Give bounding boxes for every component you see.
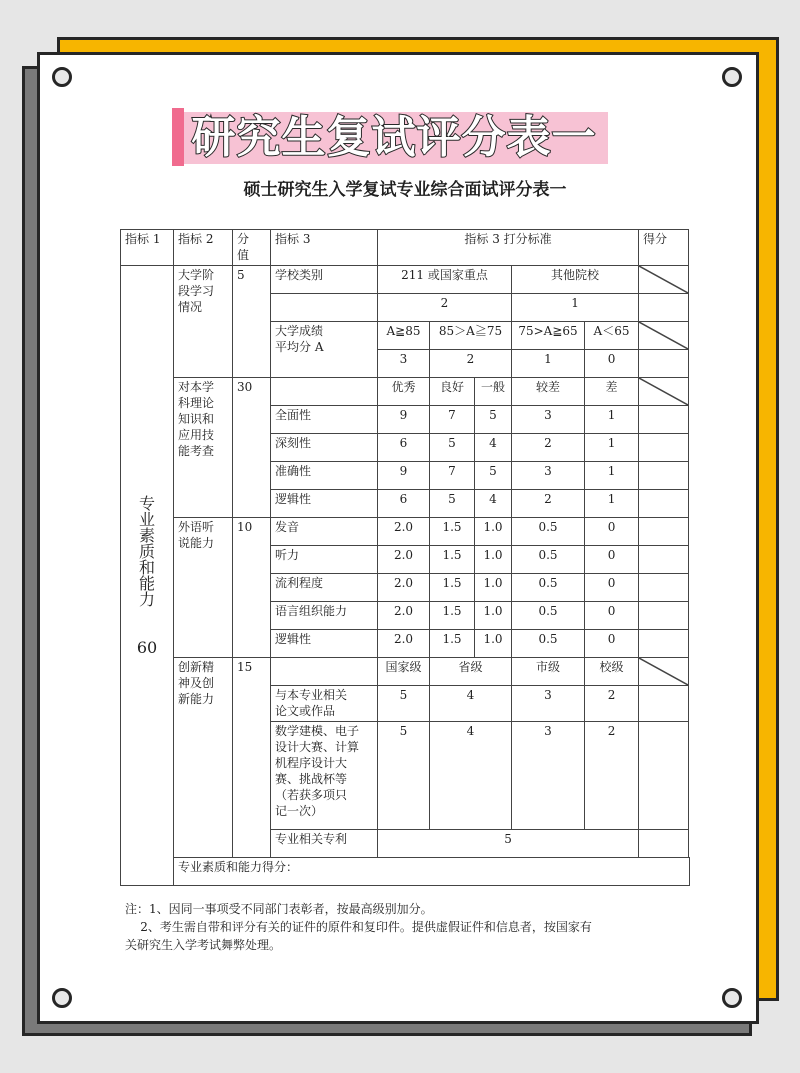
- criterion-value: 7: [430, 406, 475, 434]
- criterion-value: 1.5: [430, 546, 475, 574]
- criterion-value: 4: [475, 434, 512, 462]
- category-cell: [121, 266, 174, 886]
- score-cell-diagonal: [639, 378, 689, 406]
- gpa-range: 85＞A≧75: [430, 322, 512, 350]
- criterion-value: 9: [378, 406, 430, 434]
- level-label: 国家级: [378, 658, 430, 686]
- gpa-range: A≧85: [378, 322, 430, 350]
- empty-cell: [271, 294, 378, 322]
- total-row: [121, 858, 690, 886]
- criterion-value: 5: [430, 434, 475, 462]
- sec1-points: 5: [233, 266, 271, 378]
- category-char: 力: [138, 589, 155, 609]
- level-label: 市级: [512, 658, 585, 686]
- empty-cell: [271, 658, 378, 686]
- sec3-row: [121, 518, 690, 546]
- criterion-label: 专业相关专利: [271, 830, 378, 858]
- level-label: 校级: [585, 658, 639, 686]
- score-cell: [639, 518, 689, 546]
- score-cell: [639, 722, 689, 830]
- score-cell: [639, 490, 689, 518]
- criterion-value: 2: [512, 490, 585, 518]
- sec2-points: 30: [233, 378, 271, 518]
- criterion-value: 4: [430, 686, 512, 722]
- criterion-label: 逻辑性: [271, 490, 378, 518]
- score-cell: [639, 434, 689, 462]
- sec2-name: 对本学 科理论 知识和 应用技 能考查: [174, 378, 233, 518]
- criterion-value: 0.5: [512, 602, 585, 630]
- criterion-label: 准确性: [271, 462, 378, 490]
- sec4-row-levels: [121, 658, 690, 686]
- criterion-value: 2.0: [378, 630, 430, 658]
- category-score: 60: [136, 637, 158, 657]
- binder-hole-bottom-left: [52, 988, 72, 1008]
- criterion-value: 1.5: [430, 574, 475, 602]
- criterion-label: 语言组织能力: [271, 602, 378, 630]
- criterion-value: 0: [585, 574, 639, 602]
- criterion-value: 3: [512, 686, 585, 722]
- document-title: 硕士研究生入学复试专业综合面试评分表一: [243, 180, 567, 200]
- sec4-points: 15: [233, 658, 271, 858]
- note-line: 2、考生需自带和评分有关的证件的原件和复印件。提供虚假证件和信息者，按国家有: [125, 920, 592, 934]
- level-label: 差: [585, 378, 639, 406]
- criterion-value: 5: [378, 686, 430, 722]
- criterion-value: 7: [430, 462, 475, 490]
- criterion-value: 3: [512, 462, 585, 490]
- banner-accent-bar: [172, 108, 184, 166]
- criterion-label: 深刻性: [271, 434, 378, 462]
- header-points: [233, 230, 271, 266]
- gpa-value: 0: [585, 350, 639, 378]
- criterion-value: 0.5: [512, 546, 585, 574]
- banner-title: 研究生复试评分表一: [191, 112, 597, 163]
- total-score-label: 专业素质和能力得分：: [174, 858, 690, 886]
- score-cell-diagonal: [639, 322, 689, 350]
- criterion-value: 0.5: [512, 574, 585, 602]
- level-label: 较差: [512, 378, 585, 406]
- score-cell: [639, 462, 689, 490]
- gpa-value: 3: [378, 350, 430, 378]
- criterion-value: 1: [585, 462, 639, 490]
- criterion-value: 1.0: [475, 630, 512, 658]
- criterion-value: 1.5: [430, 630, 475, 658]
- criterion-value: 6: [378, 434, 430, 462]
- criterion-value: 0: [585, 518, 639, 546]
- criterion-value: 2: [585, 722, 639, 830]
- criterion-value: 1: [585, 406, 639, 434]
- binder-hole-top-left: [52, 67, 72, 87]
- score-cell: [639, 574, 689, 602]
- criterion-value: 5: [378, 830, 639, 858]
- criterion-label: 逻辑性: [271, 630, 378, 658]
- criterion-label: 发音: [271, 518, 378, 546]
- score-cell-diagonal: [639, 266, 689, 294]
- criterion-value: 9: [378, 462, 430, 490]
- sec1-school-val1: 2: [378, 294, 512, 322]
- category-char: 业: [138, 509, 155, 529]
- score-cell: [639, 546, 689, 574]
- criterion-value: 1.5: [430, 602, 475, 630]
- sec1-gpa-label: 大学成绩 平均分 A: [271, 322, 378, 378]
- gpa-value: 2: [430, 350, 512, 378]
- criterion-label: 流利程度: [271, 574, 378, 602]
- note-line: 注：1、因同一事项受不同部门表彰者，按最高级别加分。: [125, 902, 433, 916]
- criterion-label: 听力: [271, 546, 378, 574]
- sec1-name: 大学阶 段学习 情况: [174, 266, 233, 378]
- criterion-value: 4: [475, 490, 512, 518]
- criterion-value: 1.0: [475, 546, 512, 574]
- criterion-value: 1: [585, 490, 639, 518]
- score-cell: [639, 630, 689, 658]
- score-cell-diagonal: [639, 658, 689, 686]
- gpa-range: 75>A≧65: [512, 322, 585, 350]
- category-char: 专: [138, 493, 155, 513]
- score-cell: [639, 602, 689, 630]
- criterion-label: 与本专业相关 论文或作品: [271, 686, 378, 722]
- criterion-value: 2.0: [378, 518, 430, 546]
- sec4-name: 创新精 神及创 新能力: [174, 658, 233, 858]
- criterion-value: 1.0: [475, 602, 512, 630]
- empty-cell: [271, 378, 378, 406]
- criterion-value: 5: [475, 462, 512, 490]
- criterion-value: 5: [378, 722, 430, 830]
- sec3-points: 10: [233, 518, 271, 658]
- criterion-value: 0: [585, 602, 639, 630]
- category-char: 能: [138, 573, 155, 593]
- header-index-3: 指标 3: [271, 230, 378, 266]
- binder-hole-bottom-right: [722, 988, 742, 1008]
- category-char: 素: [138, 525, 155, 545]
- sec1-school-opt1: 211 或国家重点: [378, 266, 512, 294]
- criterion-value: 5: [475, 406, 512, 434]
- criterion-value: 3: [512, 406, 585, 434]
- score-cell: [639, 686, 689, 722]
- criterion-value: 0: [585, 546, 639, 574]
- header-row: [121, 230, 690, 266]
- gpa-value: 1: [512, 350, 585, 378]
- binder-hole-top-right: [722, 67, 742, 87]
- level-label: 优秀: [378, 378, 430, 406]
- sec2-row-levels: [121, 378, 690, 406]
- header-score: 得分: [639, 230, 689, 266]
- criterion-label: 全面性: [271, 406, 378, 434]
- notes: [125, 900, 705, 954]
- level-label: 省级: [430, 658, 512, 686]
- header-points-line2: 值: [237, 248, 250, 262]
- header-standards: 指标 3 打分标准: [378, 230, 639, 266]
- criterion-value: 2: [585, 686, 639, 722]
- note-line: 关研究生入学考试舞弊处理。: [125, 938, 282, 952]
- criterion-value: 0.5: [512, 630, 585, 658]
- score-cell: [639, 350, 689, 378]
- score-cell: [639, 830, 689, 858]
- criterion-value: 1.0: [475, 518, 512, 546]
- scoring-table: [120, 229, 690, 886]
- criterion-value: 2.0: [378, 602, 430, 630]
- criterion-value: 2: [512, 434, 585, 462]
- sec1-school-val2: 1: [512, 294, 639, 322]
- criterion-value: 3: [512, 722, 585, 830]
- score-cell: [639, 294, 689, 322]
- criterion-value: 4: [430, 722, 512, 830]
- category-char: 质: [138, 541, 155, 561]
- criterion-value: 0.5: [512, 518, 585, 546]
- criterion-value: 6: [378, 490, 430, 518]
- sec1-row-school: [121, 266, 690, 294]
- criterion-value: 1.5: [430, 518, 475, 546]
- criterion-value: 1.0: [475, 574, 512, 602]
- header-index-1: 指标 1: [121, 230, 174, 266]
- criterion-value: 2.0: [378, 546, 430, 574]
- category-char: 和: [138, 557, 155, 577]
- level-label: 一般: [475, 378, 512, 406]
- criterion-value: 1: [585, 434, 639, 462]
- criterion-value: 5: [430, 490, 475, 518]
- score-cell: [639, 406, 689, 434]
- criterion-value: 0: [585, 630, 639, 658]
- level-label: 良好: [430, 378, 475, 406]
- criterion-label: 数学建模、电子 设计大赛、计算 机程序设计大 赛、挑战杯等 （若获多项只 记一次）: [271, 722, 378, 830]
- sec1-school-label: 学校类别: [271, 266, 378, 294]
- gpa-range: A＜65: [585, 322, 639, 350]
- criterion-value: 2.0: [378, 574, 430, 602]
- sec1-school-opt2: 其他院校: [512, 266, 639, 294]
- sec3-name: 外语听 说能力: [174, 518, 233, 658]
- header-index-2: 指标 2: [174, 230, 233, 266]
- header-points-line1: 分: [237, 232, 250, 246]
